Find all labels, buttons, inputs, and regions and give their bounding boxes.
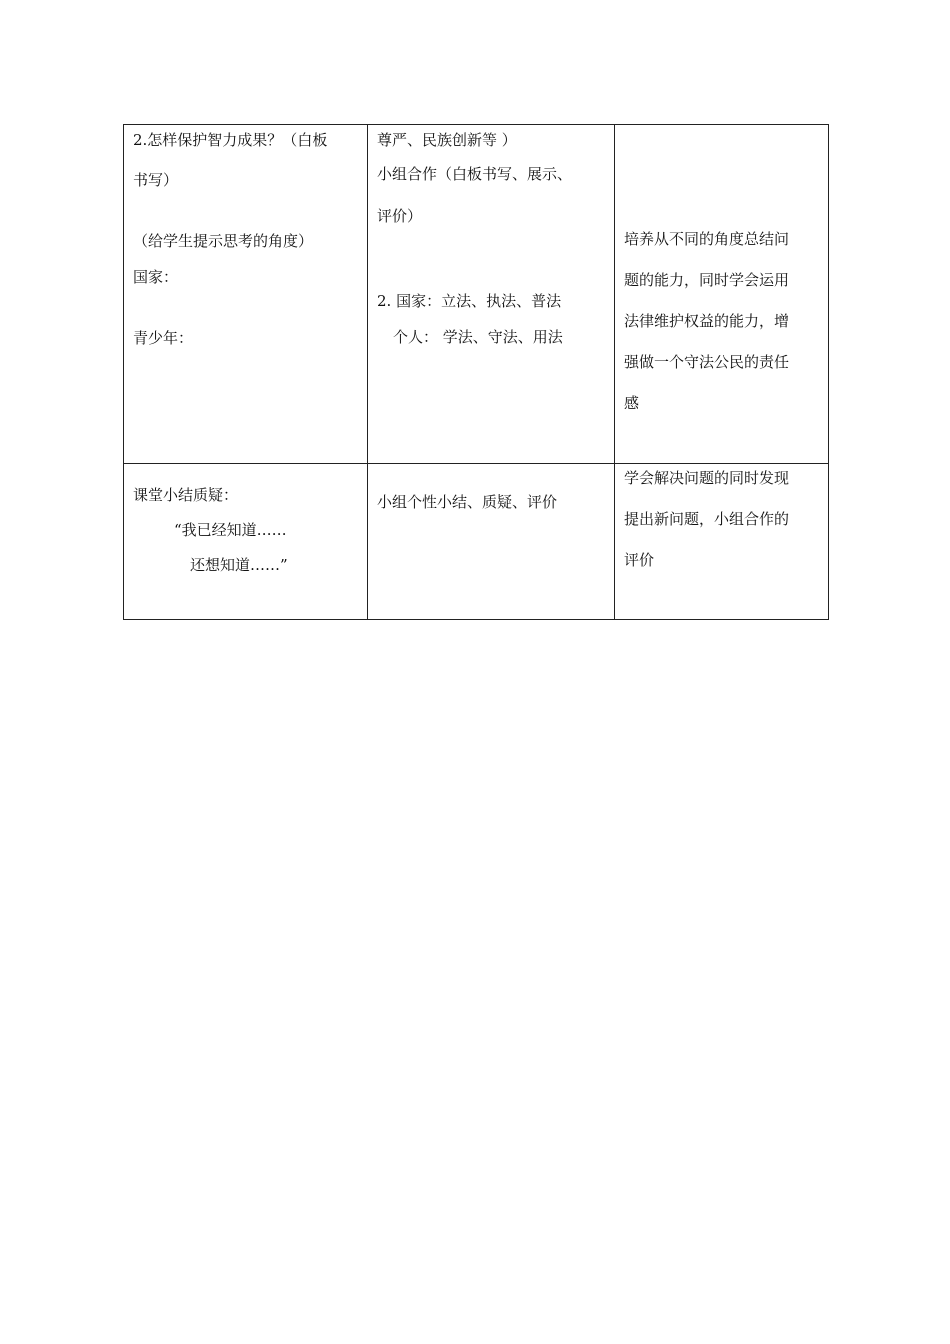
intent-text-line: 法律维护权益的能力，增 [624, 312, 790, 330]
student-activity-cell [368, 125, 615, 464]
student-text-line: 小组合作（白板书写、展示、 [377, 165, 573, 183]
intent-text-line: 提出新问题，小组合作的 [624, 510, 790, 528]
intent-text-line: 强做一个守法公民的责任 [624, 353, 790, 371]
summary-quote-line: “我已经知道…… [174, 521, 287, 539]
table-row [124, 125, 829, 464]
intent-text-line: 评价 [624, 551, 655, 569]
student-text-line: 2. 国家：立法、执法、普法 [377, 292, 562, 310]
teacher-activity-cell [124, 464, 368, 620]
student-activity-cell [368, 464, 615, 620]
country-label: 国家： [133, 268, 179, 286]
intent-text-line: 题的能力，同时学会运用 [624, 271, 790, 289]
design-intent-cell [615, 125, 829, 464]
table-row [124, 464, 829, 620]
intent-text-line: 培养从不同的角度总结问 [624, 230, 790, 248]
lesson-plan-table [123, 124, 829, 620]
question-line: 2.怎样保护智力成果？（白板 [133, 131, 328, 149]
question-line: 书写） [133, 171, 179, 189]
intent-text-line: 感 [624, 394, 640, 412]
student-text-line: 个人： 学法、守法、用法 [393, 328, 563, 346]
design-intent-cell [615, 464, 829, 620]
summary-quote-line: 还想知道……” [190, 556, 288, 574]
intent-text-line: 学会解决问题的同时发现 [624, 469, 790, 487]
student-text-line: 尊严、民族创新等 ） [377, 131, 517, 149]
hint-text: （给学生提示思考的角度） [133, 232, 314, 250]
student-text-line: 小组个性小结、质疑、评价 [377, 493, 558, 511]
youth-label: 青少年： [133, 329, 194, 347]
student-text-line: 评价） [377, 207, 423, 225]
teacher-activity-cell [124, 125, 368, 464]
summary-title: 课堂小结质疑： [133, 486, 239, 504]
